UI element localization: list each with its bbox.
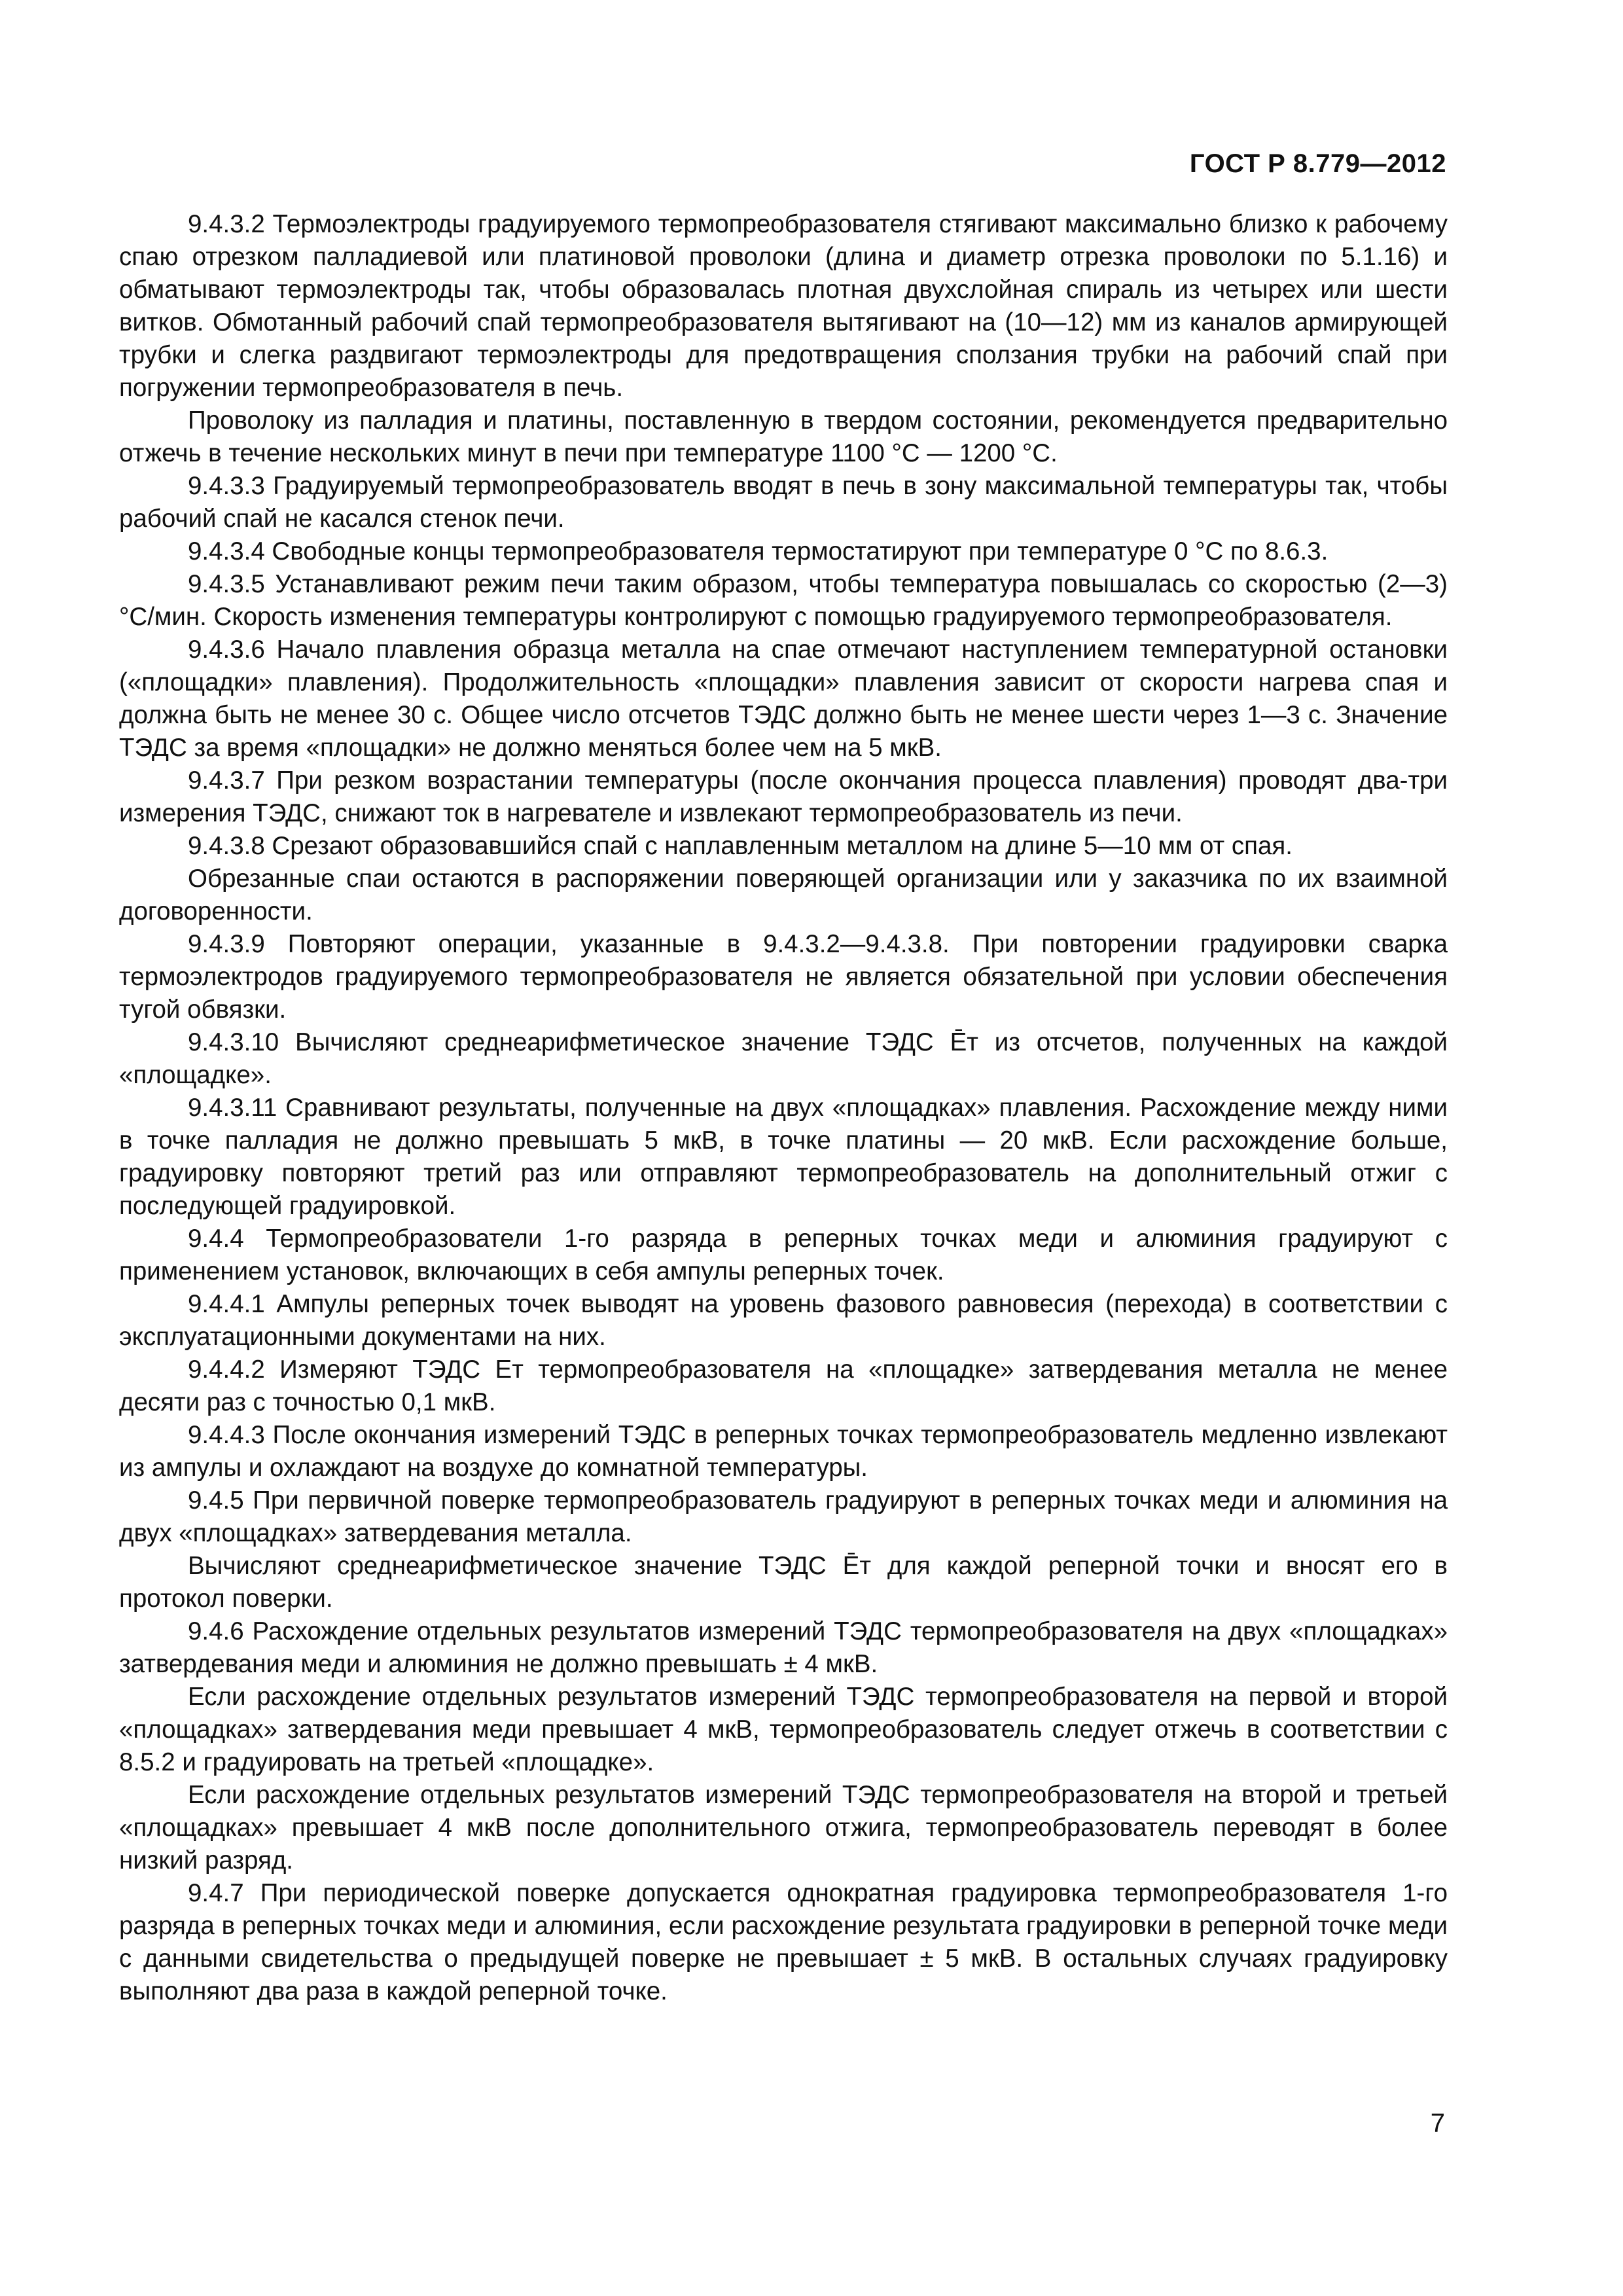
paragraph: 9.4.4.2 Измеряют ТЭДС Eт термопреобразователя на «площадке» затвердевания металла не менее десяти раз с точностью 0,1 мкВ. [119,1355,1448,1416]
page-number: 7 [1430,2109,1445,2138]
paragraph: 9.4.5 При первичной поверке термопреобразователь градуируют в реперных точках меди и алюминия на двух «площадках» затвердевания металла. [119,1486,1448,1547]
paragraph: 9.4.3.6 Начало плавления образца металла на спае отмечают наступлением температурной остановки («площадки» плавления). Продолжительность «площадки» плавления зависит от скорости нагрева спая и должна быть не менее 30 с. Общее число отсчетов ТЭДС должно быть не менее шести через 1—3 с. Значение ТЭДС за время «площадки» не должно меняться более чем на 5 мкВ. [119,636,1448,762]
paragraph: 9.4.3.3 Градуируемый термопреобразователь вводят в печь в зону максимальной температуры так, чтобы рабочий спай не касался стенок печи. [119,472,1448,533]
paragraph: 9.4.3.8 Срезают образовавшийся спай с наплавленным металлом на длине 5—10 мм от спая. [188,832,1293,860]
paragraph: 9.4.6 Расхождение отдельных результатов измерений ТЭДС термопреобразователя на двух «площадках» затвердевания меди и алюминия не должно превышать ± 4 мкВ. [119,1617,1448,1678]
paragraph: Вычисляют среднеарифметическое значение ТЭДС Ēт для каждой реперной точки и вносят его в протокол поверки. [119,1552,1448,1613]
paragraph: 9.4.4.1 Ампулы реперных точек выводят на уровень фазового равновесия (перехода) в соответствии с эксплуатационными документами на них. [119,1290,1448,1351]
paragraph: Обрезанные спаи остаются в распоряжении поверяющей организации или у заказчика по их взаимной договоренности. [119,865,1448,925]
paragraph: Если расхождение отдельных результатов измерений ТЭДС термопреобразователя на первой и второй «площадках» затвердевания меди превышает 4 мкВ, термопреобразователь следует отжечь в соответствии с 8.5.2 и градуировать на третьей «площадке». [119,1683,1448,1776]
paragraph: Если расхождение отдельных результатов измерений ТЭДС термопреобразователя на второй и третьей «площадках» превышает 4 мкВ после дополнительного отжига, термопреобразователь переводят в более низкий разряд. [119,1781,1448,1874]
paragraph: 9.4.3.10 Вычисляют среднеарифметическое значение ТЭДС Ēт из отсчетов, полученных на каждой «площадке». [119,1028,1448,1089]
paragraph: 9.4.4.3 После окончания измерений ТЭДС в реперных точках термопреобразователь медленно извлекают из ампулы и охлаждают на воздухе до комнатной температуры. [119,1421,1448,1482]
paragraph: 9.4.3.9 Повторяют операции, указанные в 9.4.3.2—9.4.3.8. При повторении градуировки сварка термоэлектродов градуируемого термопреобразователя не является обязательной при условии обеспечения тугой обвязки. [119,930,1448,1024]
document-body [119,208,1448,2008]
paragraph: Проволоку из палладия и платины, поставленную в твердом состоянии, рекомендуется предварительно отжечь в течение нескольких минут в печи при температуре 1100 °С — 1200 °С. [119,406,1448,467]
paragraph: 9.4.3.11 Сравнивают результаты, полученные на двух «площадках» плавления. Расхождение между ними в точке палладия не должно превышать 5 мкВ, в точке платины — 20 мкВ. Если расхождение больше, градуировку повторяют третий раз или отправляют термопреобразователь на дополнительный отжиг с последующей градуировкой. [119,1094,1448,1220]
paragraph: 9.4.7 При периодической поверке допускается однократная градуировка термопреобразователя 1-го разряда в реперных точках меди и алюминия, если расхождение результата градуировки в реперной точке меди с данными свидетельства о предыдущей поверке не превышает ± 5 мкВ. В остальных случаях градуировку выполняют два раза в каждой реперной точке. [119,1879,1448,2005]
paragraph: 9.4.3.4 Свободные концы термопреобразователя термостатируют при температуре 0 °С по 8.6.3. [188,537,1329,565]
paragraph: 9.4.3.5 Устанавливают режим печи таким образом, чтобы температура повышалась со скоростью (2—3) °С/мин. Скорость изменения температуры контролируют с помощью градуируемого термопреобразователя. [119,570,1448,631]
paragraph: 9.4.4 Термопреобразователи 1-го разряда в реперных точках меди и алюминия градуируют с применением установок, включающих в себя ампулы реперных точек. [119,1225,1448,1285]
paragraph: 9.4.3.2 Термоэлектроды градуируемого термопреобразователя стягивают максимально близко к рабочему спаю отрезком палладиевой или платиновой проволоки (длина и диаметр отрезка проволоки по 5.1.16) и обматывают термоэлектроды так, чтобы образовалась плотная двухслойная спираль из четырех или шести витков. Обмотанный рабочий спай термопреобразователя вытягивают на (10—12) мм из каналов армирующей трубки и слегка раздвигают термоэлектроды для предотвращения сползания трубки на рабочий спай при погружении термопреобразователя в печь. [119,210,1448,402]
paragraph: 9.4.3.7 При резком возрастании температуры (после окончания процесса плавления) проводят два-три измерения ТЭДС, снижают ток в нагревателе и извлекают термопреобразователь из печи. [119,766,1448,827]
document-standard-number: ГОСТ Р 8.779—2012 [1189,149,1446,178]
